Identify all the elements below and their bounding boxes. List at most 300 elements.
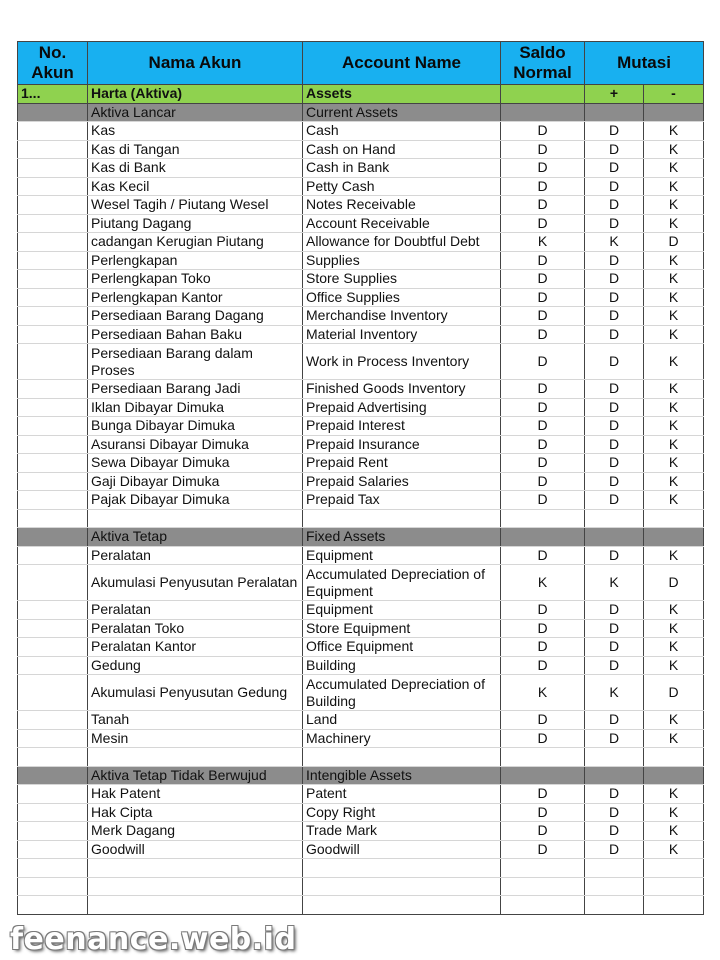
- account-number: [18, 546, 88, 565]
- saldo-normal-cell: D: [501, 270, 585, 289]
- blank-cell: [303, 896, 501, 915]
- mutasi-plus-cell: D: [585, 619, 644, 638]
- account-number: [18, 380, 88, 399]
- blank-cell: [303, 509, 501, 528]
- saldo-normal-cell: K: [501, 675, 585, 711]
- blank-cell: [88, 877, 303, 896]
- account-row: [18, 803, 704, 822]
- account-nama: Tanah: [88, 711, 303, 730]
- saldo-normal-cell: D: [501, 656, 585, 675]
- mutasi-plus-cell: D: [585, 288, 644, 307]
- mutasi-plus-cell: D: [585, 380, 644, 399]
- account-name: Cash: [303, 122, 501, 141]
- mutasi-plus-cell: D: [585, 270, 644, 289]
- mutasi-minus-cell: K: [644, 491, 704, 510]
- section-minus: [644, 766, 704, 785]
- account-nama: Bunga Dibayar Dimuka: [88, 417, 303, 436]
- section-account: Intengible Assets: [303, 766, 501, 785]
- account-row: [18, 711, 704, 730]
- section-nama: Aktiva Tetap: [88, 528, 303, 547]
- mutasi-plus-cell: D: [585, 140, 644, 159]
- mutasi-minus-cell: K: [644, 307, 704, 326]
- mutasi-minus-cell: K: [644, 601, 704, 620]
- account-row: [18, 491, 704, 510]
- account-nama: Piutang Dagang: [88, 214, 303, 233]
- mutasi-plus-cell: D: [585, 398, 644, 417]
- saldo-normal-cell: D: [501, 398, 585, 417]
- account-number: [18, 344, 88, 380]
- mutasi-minus-cell: K: [644, 177, 704, 196]
- saldo-normal-cell: D: [501, 417, 585, 436]
- saldo-normal-cell: D: [501, 619, 585, 638]
- chart-of-accounts-table: [17, 41, 704, 915]
- account-nama: Kas Kecil: [88, 177, 303, 196]
- account-name: Prepaid Rent: [303, 454, 501, 473]
- account-row: [18, 325, 704, 344]
- mutasi-plus-cell: D: [585, 344, 644, 380]
- account-nama: Gedung: [88, 656, 303, 675]
- account-row: [18, 214, 704, 233]
- header-mutasi: Mutasi: [585, 42, 704, 85]
- mutasi-minus-cell: K: [644, 196, 704, 215]
- mutasi-plus-cell: D: [585, 307, 644, 326]
- account-name: Equipment: [303, 546, 501, 565]
- mutasi-plus-cell: D: [585, 435, 644, 454]
- account-row: [18, 656, 704, 675]
- section-number: [18, 103, 88, 122]
- mutasi-minus-cell: K: [644, 325, 704, 344]
- mutasi-minus-cell: K: [644, 159, 704, 178]
- account-nama: Hak Patent: [88, 785, 303, 804]
- account-nama: Pajak Dibayar Dimuka: [88, 491, 303, 510]
- account-name: Building: [303, 656, 501, 675]
- mutasi-minus-cell: K: [644, 822, 704, 841]
- section-number: [18, 766, 88, 785]
- mutasi-minus-cell: K: [644, 785, 704, 804]
- mutasi-plus-cell: D: [585, 840, 644, 859]
- blank-row: [18, 896, 704, 915]
- account-nama: Gaji Dibayar Dimuka: [88, 472, 303, 491]
- saldo-normal-cell: D: [501, 803, 585, 822]
- account-name: Store Equipment: [303, 619, 501, 638]
- blank-cell: [585, 509, 644, 528]
- account-name: Accumulated Depreciation of Building: [303, 675, 501, 711]
- section-saldo: [501, 766, 585, 785]
- blank-cell: [303, 877, 501, 896]
- account-number: [18, 140, 88, 159]
- account-row: [18, 122, 704, 141]
- blank-cell: [303, 748, 501, 767]
- account-name: Machinery: [303, 729, 501, 748]
- account-name: Petty Cash: [303, 177, 501, 196]
- mutasi-minus-cell: D: [644, 675, 704, 711]
- account-number: [18, 840, 88, 859]
- account-nama: Mesin: [88, 729, 303, 748]
- account-row: [18, 619, 704, 638]
- blank-row: [18, 859, 704, 878]
- blank-cell: [501, 896, 585, 915]
- mutasi-plus-cell: D: [585, 122, 644, 141]
- saldo-normal-cell: D: [501, 177, 585, 196]
- account-name: Land: [303, 711, 501, 730]
- account-nama: Persediaan Bahan Baku: [88, 325, 303, 344]
- account-row: [18, 417, 704, 436]
- saldo-normal-cell: D: [501, 214, 585, 233]
- account-number: [18, 601, 88, 620]
- mutasi-plus-cell: D: [585, 251, 644, 270]
- blank-cell: [644, 859, 704, 878]
- account-number: [18, 233, 88, 252]
- blank-cell: [18, 859, 88, 878]
- account-number: [18, 638, 88, 657]
- saldo-normal-cell: D: [501, 840, 585, 859]
- blank-cell: [18, 896, 88, 915]
- account-number: [18, 454, 88, 473]
- blank-cell: [88, 509, 303, 528]
- account-name: Merchandise Inventory: [303, 307, 501, 326]
- account-number: [18, 435, 88, 454]
- account-number: [18, 122, 88, 141]
- account-row: [18, 454, 704, 473]
- account-number: [18, 214, 88, 233]
- account-row: [18, 159, 704, 178]
- account-nama: Peralatan Toko: [88, 619, 303, 638]
- section-nama: Aktiva Lancar: [88, 103, 303, 122]
- account-number: [18, 288, 88, 307]
- account-number: [18, 177, 88, 196]
- saldo-normal-cell: D: [501, 288, 585, 307]
- account-name: Supplies: [303, 251, 501, 270]
- account-nama: Perlengkapan Toko: [88, 270, 303, 289]
- mutasi-minus-cell: K: [644, 140, 704, 159]
- group-saldo: [501, 85, 585, 104]
- account-row: [18, 822, 704, 841]
- mutasi-plus-cell: D: [585, 546, 644, 565]
- account-number: [18, 472, 88, 491]
- mutasi-minus-cell: K: [644, 472, 704, 491]
- saldo-normal-cell: D: [501, 380, 585, 399]
- mutasi-plus-cell: K: [585, 233, 644, 252]
- mutasi-plus-cell: D: [585, 177, 644, 196]
- account-row: [18, 288, 704, 307]
- account-nama: Wesel Tagih / Piutang Wesel: [88, 196, 303, 215]
- mutasi-plus-cell: D: [585, 196, 644, 215]
- account-number: [18, 785, 88, 804]
- account-row: [18, 840, 704, 859]
- blank-row: [18, 509, 704, 528]
- saldo-normal-cell: D: [501, 454, 585, 473]
- account-row: [18, 344, 704, 380]
- section-row: [18, 528, 704, 547]
- section-plus: [585, 103, 644, 122]
- saldo-normal-cell: D: [501, 196, 585, 215]
- account-name: Office Supplies: [303, 288, 501, 307]
- account-number: [18, 491, 88, 510]
- header-saldo-normal: Saldo Normal: [501, 42, 585, 85]
- account-number: [18, 565, 88, 601]
- saldo-normal-cell: D: [501, 785, 585, 804]
- account-nama: Persediaan Barang dalam Proses: [88, 344, 303, 380]
- account-row: [18, 380, 704, 399]
- blank-cell: [585, 896, 644, 915]
- blank-cell: [585, 859, 644, 878]
- mutasi-plus-cell: D: [585, 711, 644, 730]
- saldo-normal-cell: D: [501, 140, 585, 159]
- mutasi-plus-cell: K: [585, 565, 644, 601]
- section-minus: [644, 528, 704, 547]
- account-nama: cadangan Kerugian Piutang: [88, 233, 303, 252]
- account-row: [18, 270, 704, 289]
- mutasi-minus-cell: K: [644, 803, 704, 822]
- account-row: [18, 785, 704, 804]
- group-account: Assets: [303, 85, 501, 104]
- blank-cell: [18, 877, 88, 896]
- saldo-normal-cell: D: [501, 472, 585, 491]
- group-nama: Harta (Aktiva): [88, 85, 303, 104]
- mutasi-minus-cell: K: [644, 288, 704, 307]
- section-number: [18, 528, 88, 547]
- mutasi-plus-cell: D: [585, 454, 644, 473]
- mutasi-plus-cell: D: [585, 159, 644, 178]
- mutasi-minus-cell: K: [644, 435, 704, 454]
- account-row: [18, 251, 704, 270]
- mutasi-plus-cell: D: [585, 417, 644, 436]
- account-name: Work in Process Inventory: [303, 344, 501, 380]
- blank-cell: [88, 748, 303, 767]
- mutasi-minus-cell: K: [644, 619, 704, 638]
- blank-cell: [585, 748, 644, 767]
- account-number: [18, 656, 88, 675]
- mutasi-minus-cell: K: [644, 122, 704, 141]
- account-number: [18, 822, 88, 841]
- mutasi-minus-cell: K: [644, 398, 704, 417]
- account-row: [18, 233, 704, 252]
- account-nama: Asuransi Dibayar Dimuka: [88, 435, 303, 454]
- mutasi-plus-cell: D: [585, 785, 644, 804]
- saldo-normal-cell: D: [501, 344, 585, 380]
- mutasi-minus-cell: K: [644, 656, 704, 675]
- mutasi-minus-cell: K: [644, 344, 704, 380]
- account-name: Prepaid Tax: [303, 491, 501, 510]
- blank-cell: [88, 859, 303, 878]
- account-row: [18, 472, 704, 491]
- account-number: [18, 398, 88, 417]
- header-row: [18, 42, 704, 85]
- mutasi-plus-cell: D: [585, 325, 644, 344]
- account-nama: Akumulasi Penyusutan Peralatan: [88, 565, 303, 601]
- account-number: [18, 270, 88, 289]
- account-name: Store Supplies: [303, 270, 501, 289]
- account-row: [18, 435, 704, 454]
- mutasi-plus-cell: D: [585, 803, 644, 822]
- blank-cell: [644, 896, 704, 915]
- blank-cell: [303, 859, 501, 878]
- account-number: [18, 619, 88, 638]
- account-nama: Merk Dagang: [88, 822, 303, 841]
- account-name: Goodwill: [303, 840, 501, 859]
- header-account-name: Account Name: [303, 42, 501, 85]
- header-no-akun: No. Akun: [18, 42, 88, 85]
- saldo-normal-cell: K: [501, 233, 585, 252]
- saldo-normal-cell: D: [501, 435, 585, 454]
- account-number: [18, 325, 88, 344]
- section-account: Fixed Assets: [303, 528, 501, 547]
- mutasi-minus-cell: K: [644, 417, 704, 436]
- blank-cell: [585, 877, 644, 896]
- saldo-normal-cell: D: [501, 325, 585, 344]
- account-number: [18, 803, 88, 822]
- mutasi-minus-cell: K: [644, 270, 704, 289]
- saldo-normal-cell: K: [501, 565, 585, 601]
- account-row: [18, 565, 704, 601]
- account-nama: Sewa Dibayar Dimuka: [88, 454, 303, 473]
- account-row: [18, 140, 704, 159]
- mutasi-plus-cell: D: [585, 638, 644, 657]
- account-name: Accumulated Depreciation of Equipment: [303, 565, 501, 601]
- account-row: [18, 307, 704, 326]
- watermark-text: feenance.web.id: [10, 922, 297, 957]
- mutasi-minus-cell: K: [644, 380, 704, 399]
- account-row: [18, 675, 704, 711]
- mutasi-minus-cell: K: [644, 638, 704, 657]
- account-name: Allowance for Doubtful Debt: [303, 233, 501, 252]
- account-nama: Peralatan: [88, 546, 303, 565]
- account-nama: Iklan Dibayar Dimuka: [88, 398, 303, 417]
- saldo-normal-cell: D: [501, 546, 585, 565]
- section-nama: Aktiva Tetap Tidak Berwujud: [88, 766, 303, 785]
- account-nama: Kas: [88, 122, 303, 141]
- saldo-normal-cell: D: [501, 307, 585, 326]
- saldo-normal-cell: D: [501, 122, 585, 141]
- blank-cell: [644, 748, 704, 767]
- mutasi-plus-cell: D: [585, 822, 644, 841]
- account-row: [18, 546, 704, 565]
- account-nama: Peralatan: [88, 601, 303, 620]
- account-number: [18, 711, 88, 730]
- saldo-normal-cell: D: [501, 711, 585, 730]
- blank-row: [18, 877, 704, 896]
- section-saldo: [501, 103, 585, 122]
- account-nama: Goodwill: [88, 840, 303, 859]
- account-row: [18, 196, 704, 215]
- blank-cell: [644, 877, 704, 896]
- section-plus: [585, 528, 644, 547]
- account-number: [18, 729, 88, 748]
- account-row: [18, 177, 704, 196]
- account-nama: Kas di Bank: [88, 159, 303, 178]
- mutasi-plus-cell: D: [585, 214, 644, 233]
- mutasi-minus-cell: K: [644, 546, 704, 565]
- mutasi-minus-cell: K: [644, 214, 704, 233]
- mutasi-minus-cell: K: [644, 840, 704, 859]
- account-name: Prepaid Advertising: [303, 398, 501, 417]
- section-plus: [585, 766, 644, 785]
- group-credit-sign: -: [644, 85, 704, 104]
- account-name: Material Inventory: [303, 325, 501, 344]
- account-nama: Perlengkapan: [88, 251, 303, 270]
- section-account: Current Assets: [303, 103, 501, 122]
- mutasi-minus-cell: K: [644, 729, 704, 748]
- blank-cell: [18, 748, 88, 767]
- mutasi-minus-cell: K: [644, 454, 704, 473]
- blank-cell: [644, 509, 704, 528]
- account-nama: Persediaan Barang Dagang: [88, 307, 303, 326]
- section-saldo: [501, 528, 585, 547]
- saldo-normal-cell: D: [501, 251, 585, 270]
- blank-cell: [501, 748, 585, 767]
- account-name: Equipment: [303, 601, 501, 620]
- account-name: Prepaid Insurance: [303, 435, 501, 454]
- header-nama-akun: Nama Akun: [88, 42, 303, 85]
- mutasi-minus-cell: K: [644, 251, 704, 270]
- blank-row: [18, 748, 704, 767]
- account-row: [18, 398, 704, 417]
- account-number: [18, 307, 88, 326]
- mutasi-minus-cell: D: [644, 565, 704, 601]
- account-name: Account Receivable: [303, 214, 501, 233]
- account-name: Trade Mark: [303, 822, 501, 841]
- account-number: [18, 251, 88, 270]
- saldo-normal-cell: D: [501, 822, 585, 841]
- account-name: Cash on Hand: [303, 140, 501, 159]
- mutasi-minus-cell: D: [644, 233, 704, 252]
- mutasi-plus-cell: D: [585, 491, 644, 510]
- saldo-normal-cell: D: [501, 729, 585, 748]
- account-name: Notes Receivable: [303, 196, 501, 215]
- account-nama: Akumulasi Penyusutan Gedung: [88, 675, 303, 711]
- mutasi-plus-cell: K: [585, 675, 644, 711]
- account-number: [18, 417, 88, 436]
- blank-cell: [88, 896, 303, 915]
- account-number: [18, 675, 88, 711]
- saldo-normal-cell: D: [501, 159, 585, 178]
- account-row: [18, 729, 704, 748]
- group-number: 1...: [18, 85, 88, 104]
- blank-cell: [501, 877, 585, 896]
- blank-cell: [501, 509, 585, 528]
- mutasi-plus-cell: D: [585, 601, 644, 620]
- mutasi-minus-cell: K: [644, 711, 704, 730]
- account-name: Copy Right: [303, 803, 501, 822]
- section-row: [18, 766, 704, 785]
- mutasi-plus-cell: D: [585, 656, 644, 675]
- group-row-harta: [18, 85, 704, 104]
- account-name: Prepaid Salaries: [303, 472, 501, 491]
- section-row: [18, 103, 704, 122]
- saldo-normal-cell: D: [501, 601, 585, 620]
- blank-cell: [501, 859, 585, 878]
- account-nama: Persediaan Barang Jadi: [88, 380, 303, 399]
- account-row: [18, 601, 704, 620]
- account-number: [18, 159, 88, 178]
- account-nama: Kas di Tangan: [88, 140, 303, 159]
- account-number: [18, 196, 88, 215]
- account-nama: Peralatan Kantor: [88, 638, 303, 657]
- blank-cell: [18, 509, 88, 528]
- section-minus: [644, 103, 704, 122]
- mutasi-plus-cell: D: [585, 472, 644, 491]
- account-name: Office Equipment: [303, 638, 501, 657]
- saldo-normal-cell: D: [501, 638, 585, 657]
- account-name: Patent: [303, 785, 501, 804]
- account-name: Prepaid Interest: [303, 417, 501, 436]
- mutasi-plus-cell: D: [585, 729, 644, 748]
- account-row: [18, 638, 704, 657]
- group-debit-sign: +: [585, 85, 644, 104]
- account-name: Finished Goods Inventory: [303, 380, 501, 399]
- account-name: Cash in Bank: [303, 159, 501, 178]
- account-nama: Hak Cipta: [88, 803, 303, 822]
